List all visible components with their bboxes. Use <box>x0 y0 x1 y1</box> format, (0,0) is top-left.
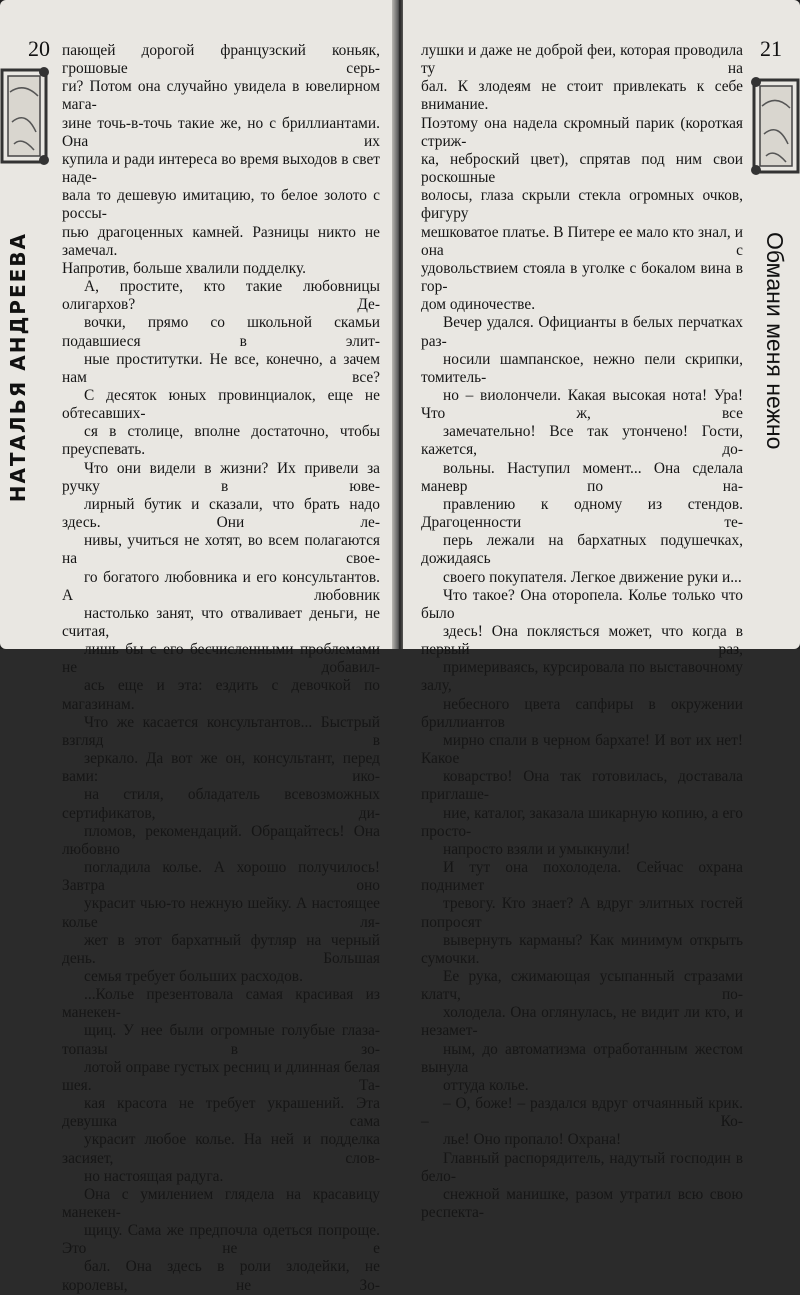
text-line: удовольствием стояла в уголке с бокалом вина в гор- <box>421 259 743 296</box>
text-line: Она с умилением глядела на красавицу манекен- <box>62 1185 380 1221</box>
paragraph <box>62 42 380 278</box>
text-line: Что они видели в жизни? Их привели за ручку в юве- <box>62 459 380 495</box>
text-line: вочки, прямо со школьной скамьи подавшиеся в элит- <box>62 314 380 350</box>
text-line: волосы, глаза скрыли стекла огромных очков, фигуру <box>421 187 743 223</box>
text-line: мешковатое платье. В Питере ее мало кто знал, и она с <box>421 223 743 259</box>
text-line: украсит любое колье. На ней и подделка засияет, слов- <box>62 1131 380 1167</box>
book-title: Обмани меня нежно <box>762 232 788 450</box>
text-line: Главный распорядитель, надутый господин в бело- <box>421 1149 743 1185</box>
author-name: НАТАЛЬЯ АНДРЕЕВА <box>6 232 30 503</box>
text-line: погладила колье. А хорошо получилось! Завтра оно <box>62 859 380 895</box>
paragraph <box>421 42 743 314</box>
text-line: напросто взяли и умыкнули! <box>443 840 631 858</box>
text-line: здесь! Она поклясться может, что когда в первый раз, <box>421 623 743 659</box>
text-line: бал. К злодеям не стоит привлекать к себе внимание. <box>421 78 743 114</box>
right-page-text <box>421 42 743 1222</box>
text-line: но настоящая радуга. <box>84 1167 224 1185</box>
text-line: Ее рука, сжимающая усыпанный стразами клатч, по- <box>421 967 743 1004</box>
text-line: оттуда колье. <box>443 1076 529 1094</box>
text-line: Что такое? Она оторопела. Колье только что было <box>421 586 743 622</box>
text-line: ...Колье презентовала самая красивая из манекен- <box>62 986 380 1022</box>
right-page <box>403 0 800 1221</box>
left-page <box>0 0 395 1294</box>
text-line: пью драгоценных камней. Разницы никто не замечал. <box>62 223 380 259</box>
text-line: жет в этот бархатный футляр на черный день. Большая <box>62 931 380 967</box>
text-line: правлению к одному из стендов. Драгоценности те- <box>421 495 743 532</box>
text-line: С десяток юных провинциалок, еще не обтесавших- <box>62 386 380 423</box>
text-line: нивы, учиться не хотят, во всем полагаются на свое- <box>62 532 380 568</box>
left-page-text <box>62 42 380 1295</box>
text-line: лотой оправе густых ресниц и длинная белая шея. Та- <box>62 1058 380 1094</box>
paragraph <box>421 1150 743 1223</box>
text-line: ные проститутки. Не все, конечно, а зачем нам все? <box>62 350 380 386</box>
text-line: примериваясь, курсировала по выставочному залу, <box>421 659 743 695</box>
text-line: перь лежали на бархатных подушечках, дожидаясь <box>421 532 743 568</box>
text-line: Напротив, больше хвалили подделку. <box>62 259 306 277</box>
text-line: лирный бутик и сказали, что брать надо здесь. Они ле- <box>62 495 380 532</box>
text-line: – О, боже! – раздался вдруг отчаянный крик. – Ко- <box>421 1095 743 1131</box>
text-line: ние, каталог, заказала шикарную копию, а его просто- <box>421 804 743 840</box>
text-line: го богатого любовника и его консультантов. А любовник <box>62 568 380 604</box>
text-line: лушки и даже не доброй феи, которая проводила ту на <box>421 42 743 78</box>
text-line: щиц. У нее были огромные голубые глаза-топазы в зо- <box>62 1022 380 1058</box>
text-line: холодела. Она оглянулась, не видит ли кто, и незамет- <box>421 1004 743 1040</box>
text-line: снежной манишке, разом утратил всю свою респекта- <box>421 1185 743 1221</box>
text-line: семья требует больших расходов. <box>84 967 303 985</box>
text-line: зине точь-в-точь такие же, но с бриллиантами. Она их <box>62 114 380 150</box>
paragraph <box>62 278 380 714</box>
text-line: ся в столице, вполне достаточно, чтобы преуспевать. <box>62 423 380 459</box>
text-line: носили шампанское, нежно пели скрипки, томитель- <box>421 350 743 386</box>
paragraph <box>421 1095 743 1149</box>
text-line: тревогу. Кто знает? А вдруг элитных гостей попросят <box>421 895 743 931</box>
text-line: Вечер удался. Официанты в белых перчатках раз- <box>421 314 743 350</box>
text-line: лье! Оно пропало! Охрана! <box>443 1131 622 1149</box>
frame-ornament-icon <box>0 62 52 172</box>
paragraph <box>421 587 743 859</box>
frame-ornament-icon <box>748 72 800 182</box>
text-line: но – виолончели. Какая высокая нота! Ура! Что ж, все <box>421 386 743 423</box>
text-line: украсит чью-то нежную шейку. А настоящее колье ля- <box>62 895 380 931</box>
text-line: И тут она похолодела. Сейчас охрана поднимет <box>421 859 743 895</box>
paragraph <box>421 314 743 586</box>
text-line: лишь бы с его бесчисленными проблемами не добавил- <box>62 641 380 677</box>
paragraph <box>421 859 743 1095</box>
paragraph <box>62 1186 380 1295</box>
text-line: настолько занят, что отваливает деньги, не считая, <box>62 604 380 640</box>
text-line: Что же касается консультантов... Быстрый взгляд в <box>62 713 380 749</box>
text-line: дом одиночестве. <box>421 296 536 314</box>
text-line: ка, неброский цвет), спрятав под ним свои роскошные <box>421 150 743 187</box>
text-line: мирно спали в черном бархате! И вот их нет! Какое <box>421 731 743 768</box>
paragraph <box>62 714 380 986</box>
paragraph <box>62 986 380 1186</box>
text-line: купила и ради интереса во время выходов в свет наде- <box>62 150 380 187</box>
text-line: ным, до автоматизма отработанным жестом вынула <box>421 1040 743 1076</box>
text-line: небесного цвета сапфиры в окружении бриллиантов <box>421 695 743 731</box>
text-line: зеркало. Да вот же он, консультант, перед вами: ико- <box>62 750 380 786</box>
text-line: ась еще и эта: ездить с девочкой по магазинам. <box>62 677 380 713</box>
text-line: пломов, рекомендаций. Обращайтесь! Она любовно <box>62 822 380 858</box>
text-line: коварство! Она так готовилась, доставала приглаше- <box>421 768 743 804</box>
page-number-left: 20 <box>28 36 50 61</box>
text-line: замечательно! Все так утончено! Гости, кажется, до- <box>421 423 743 459</box>
text-line: кая красота не требует украшений. Эта девушка сама <box>62 1095 380 1131</box>
text-line: бал. Она здесь в роли злодейки, не королевы, не Зо- <box>62 1258 380 1294</box>
text-line: ги? Потом она случайно увидела в ювелирном мага- <box>62 78 380 114</box>
text-line: щицу. Сама же предпочла одеться попроще. Это не е <box>62 1222 380 1258</box>
text-line: Поэтому она надела скромный парик (короткая стриж- <box>421 114 743 150</box>
text-line: А, простите, кто такие любовницы олигархов? Де- <box>62 278 380 314</box>
text-line: своего покупателя. Легкое движение руки и... <box>443 568 742 586</box>
text-line: на стиля, обладатель всевозможных сертификатов, ди- <box>62 786 380 822</box>
text-line: вольны. Наступил момент... Она сделала маневр по на- <box>421 459 743 495</box>
text-line: вала то дешевую имитацию, то белое золото с россы- <box>62 187 380 223</box>
text-line: пающей дорогой французский коньяк, грошовые серь- <box>62 42 380 78</box>
page-number-right: 21 <box>760 36 782 61</box>
text-line: вывернуть карманы? Как минимум открыть сумочки. <box>421 931 743 967</box>
